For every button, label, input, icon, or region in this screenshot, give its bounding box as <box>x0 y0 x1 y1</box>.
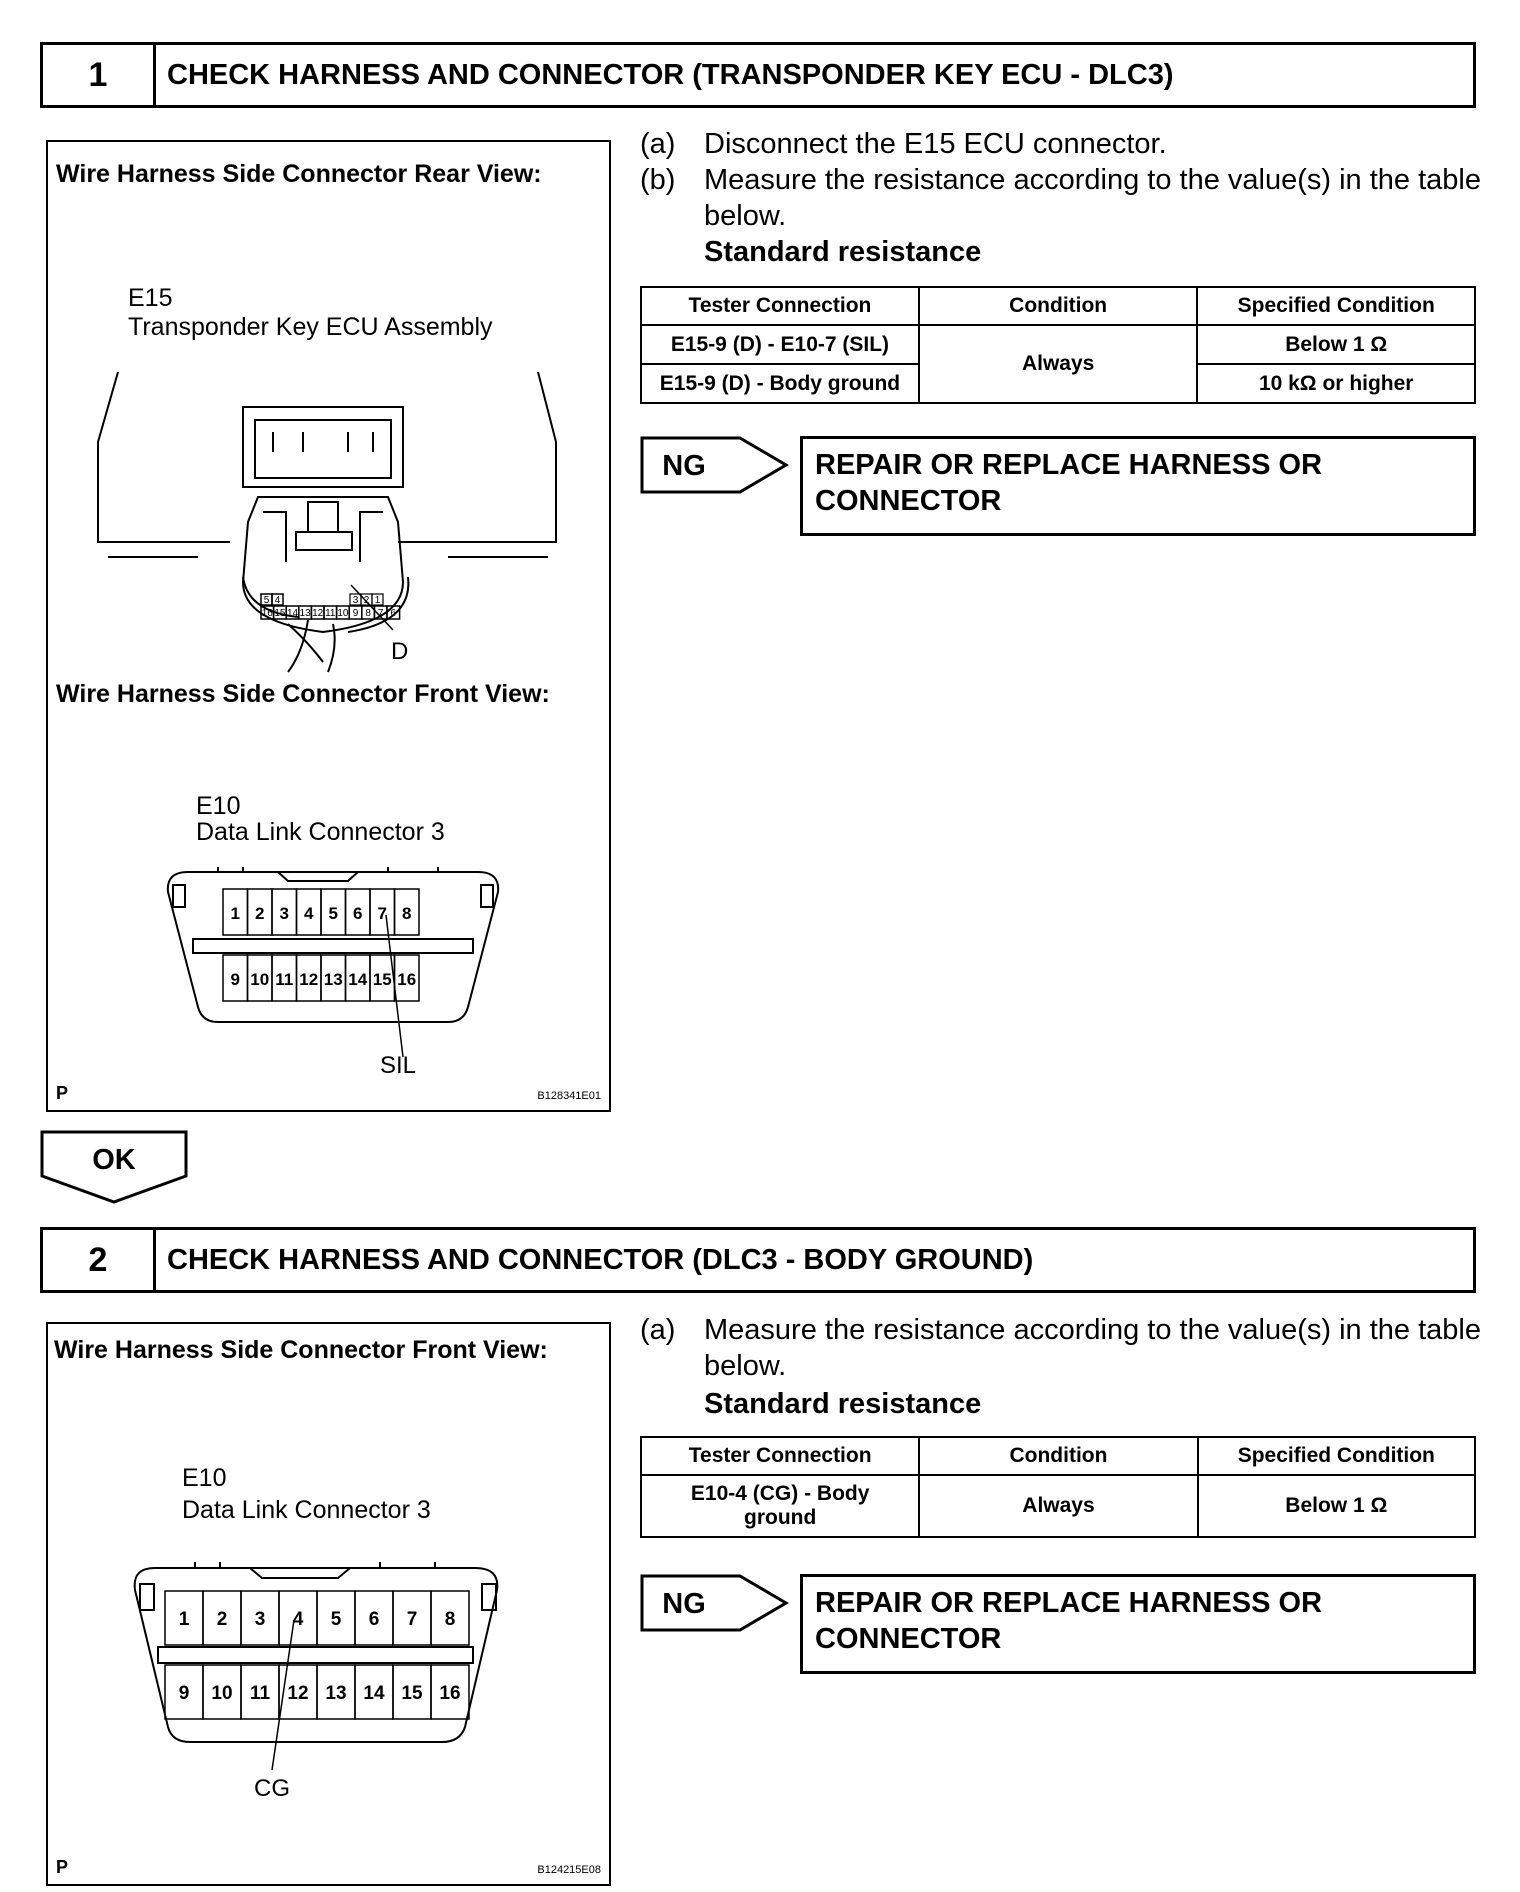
instruction-text: Measure the resistance according to the value(s) in the table below. <box>704 164 1481 232</box>
ecu-name: Transponder Key ECU Assembly <box>128 313 493 341</box>
ng-arrow <box>640 436 790 499</box>
ecu-pin-label: 3 <box>352 595 359 606</box>
column-header: Specified Condition <box>1197 287 1475 325</box>
column-header: Condition <box>919 287 1198 325</box>
ng-label: NG <box>662 1588 706 1620</box>
dlc-pin-label: 9 <box>178 1683 190 1704</box>
dlc-pin-label: 4 <box>292 1609 304 1630</box>
step-1-figure <box>46 140 611 1112</box>
repair-action-box: REPAIR OR REPLACE HARNESS OR CONNECTOR <box>800 1574 1476 1674</box>
step-number: 1 <box>43 45 156 105</box>
dlc-pin-label: 7 <box>406 1609 418 1630</box>
front-view-label: Wire Harness Side Connector Front View: <box>54 1336 548 1364</box>
ecu-pin-label: 15 <box>274 608 286 619</box>
instruction-letter: (a) <box>640 128 676 160</box>
step-2-header <box>40 1227 1476 1293</box>
ecu-code: E15 <box>128 284 173 312</box>
dlc-pin-label: 12 <box>299 970 319 989</box>
ecu-pin-label: 5 <box>263 595 270 606</box>
dlc-code: E10 <box>196 792 241 820</box>
figure-code: B128341E01 <box>537 1090 601 1102</box>
cg-callout: CG <box>254 1775 290 1802</box>
front-view-label: Wire Harness Side Connector Front View: <box>56 680 550 708</box>
specified-condition: Below 1 Ω <box>1197 325 1475 364</box>
dlc-pin-label: 12 <box>287 1683 309 1704</box>
ecu-pin-label: 13 <box>299 608 311 619</box>
ecu-pin-label: 2 <box>363 595 370 606</box>
figure-code: B124215E08 <box>537 1864 601 1876</box>
step-title: CHECK HARNESS AND CONNECTOR (DLC3 - BODY GROUND) <box>167 1243 1034 1276</box>
dlc-pin-label: 10 <box>250 970 270 989</box>
ok-label: OK <box>92 1144 136 1176</box>
p-mark: P <box>56 1083 69 1103</box>
ecu-pin-label: 12 <box>312 608 324 619</box>
dlc-pin-label: 5 <box>328 904 338 923</box>
resistance-table <box>640 286 1476 404</box>
dlc-pin-label: 14 <box>363 1683 385 1704</box>
sil-callout: SIL <box>379 1052 417 1077</box>
column-header: Specified Condition <box>1198 1437 1475 1475</box>
dlc-pin-label: 1 <box>178 1609 190 1630</box>
dlc-pin-label: 14 <box>348 970 368 989</box>
repair-action-box: REPAIR OR REPLACE HARNESS OR CONNECTOR <box>800 436 1476 536</box>
resistance-table <box>640 1436 1476 1538</box>
instruction-letter: (a) <box>640 1314 676 1346</box>
ecu-pin-label: 7 <box>377 608 384 619</box>
dlc3-connector-diagram <box>110 1562 520 1802</box>
ecu-pin-label: 1 <box>374 595 381 606</box>
step-2-figure <box>46 1322 611 1886</box>
dlc-pin-label: 11 <box>249 1683 271 1704</box>
dlc-pin-label: 2 <box>255 904 265 923</box>
instruction-letter: (b) <box>640 164 676 196</box>
dlc-pin-label: 13 <box>323 970 343 989</box>
standard-label: Standard resistance <box>704 236 982 268</box>
condition: Always <box>919 1475 1197 1537</box>
specified-condition: 10 kΩ or higher <box>1197 364 1475 403</box>
rear-view-label: Wire Harness Side Connector Rear View: <box>56 160 542 188</box>
ecu-pin-label: 4 <box>274 595 281 606</box>
ecu-pin-label: 6 <box>390 608 397 619</box>
table-row <box>641 1475 1475 1537</box>
dlc-pin-label: 5 <box>330 1609 342 1630</box>
tester-connection: E15-9 (D) - Body ground <box>641 364 919 403</box>
ecu-connector-diagram <box>48 362 609 702</box>
dlc-pin-label: 16 <box>439 1683 461 1704</box>
dlc3-connector-diagram <box>148 867 518 1077</box>
p-mark: P <box>56 1857 69 1877</box>
dlc-pin-label: 4 <box>304 904 314 923</box>
standard-label: Standard resistance <box>704 1388 982 1420</box>
instruction-text: Disconnect the E15 ECU connector. <box>704 128 1167 160</box>
dlc-pin-label: 3 <box>279 904 289 923</box>
instruction-text: Measure the resistance according to the value(s) in the table below. <box>704 1314 1481 1382</box>
dlc-pin-label: 15 <box>401 1683 423 1704</box>
tester-connection: E15-9 (D) - E10-7 (SIL) <box>641 325 919 364</box>
table-row <box>641 325 1475 364</box>
dlc-pin-label: 6 <box>353 904 363 923</box>
dlc-pin-label: 3 <box>254 1609 266 1630</box>
tester-connection: E10-4 (CG) - Body ground <box>641 1475 919 1537</box>
ecu-pin-label: 16 <box>261 608 273 619</box>
dlc-pin-label: 7 <box>377 904 387 923</box>
dlc-pin-label: 10 <box>211 1683 233 1704</box>
dlc-pin-label: 8 <box>444 1609 456 1630</box>
dlc-pin-label: 9 <box>230 970 240 989</box>
dlc-code: E10 <box>182 1464 227 1492</box>
column-header: Tester Connection <box>641 1437 919 1475</box>
step-1-header <box>40 42 1476 108</box>
dlc-pin-label: 2 <box>216 1609 228 1630</box>
pin-d-callout: D <box>391 638 409 665</box>
step-title: CHECK HARNESS AND CONNECTOR (TRANSPONDER KEY ECU - DLC3) <box>167 58 1174 91</box>
column-header: Condition <box>919 1437 1197 1475</box>
dlc-pin-label: 8 <box>402 904 412 923</box>
dlc-pin-label: 13 <box>325 1683 347 1704</box>
dlc-pin-label: 16 <box>397 970 417 989</box>
ng-label: NG <box>662 450 706 482</box>
dlc-pin-label: 6 <box>368 1609 380 1630</box>
ok-arrow <box>40 1130 190 1211</box>
ecu-pin-label: 14 <box>286 608 299 619</box>
ng-arrow <box>640 1574 790 1637</box>
ecu-pin-label: 9 <box>352 608 359 619</box>
dlc-name: Data Link Connector 3 <box>182 1496 431 1524</box>
specified-condition: Below 1 Ω <box>1198 1475 1475 1537</box>
ecu-pin-label: 10 <box>337 608 349 619</box>
dlc-pin-label: 11 <box>275 970 294 989</box>
step-number: 2 <box>43 1230 156 1290</box>
dlc-pin-label: 1 <box>230 904 240 923</box>
condition: Always <box>919 325 1198 403</box>
dlc-pin-label: 15 <box>372 970 392 989</box>
dlc-name: Data Link Connector 3 <box>196 818 445 846</box>
ecu-pin-label: 8 <box>365 608 371 619</box>
column-header: Tester Connection <box>641 287 919 325</box>
ecu-pin-label: 11 <box>325 608 336 619</box>
